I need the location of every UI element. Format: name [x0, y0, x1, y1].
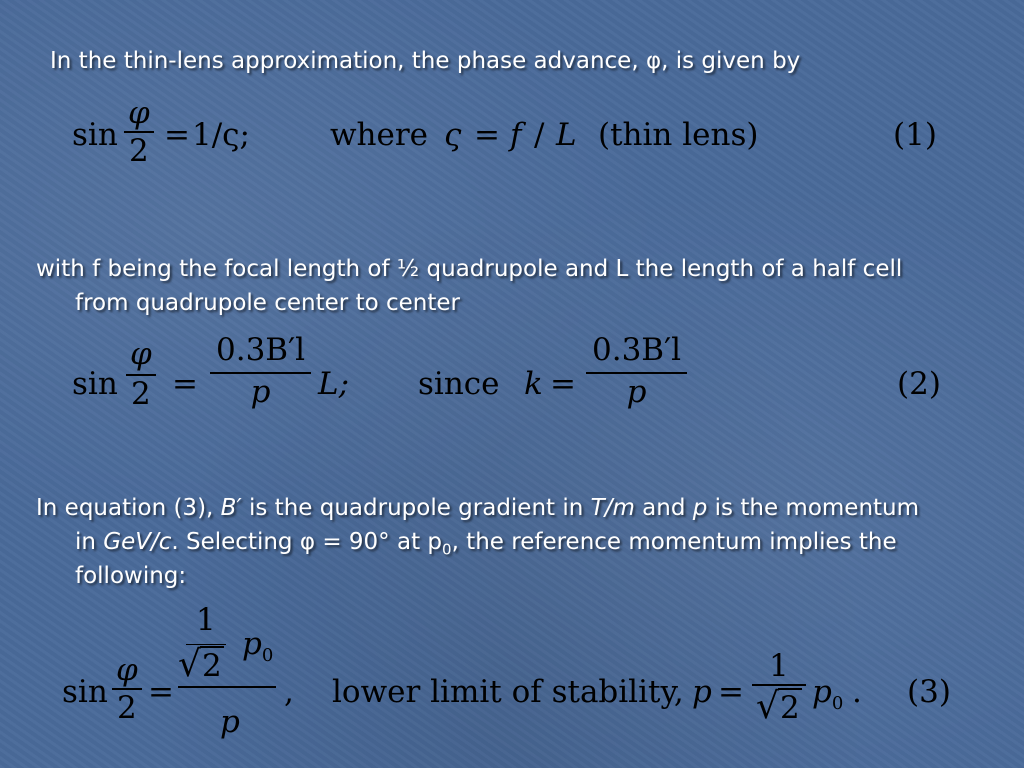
eq1-where: where: [330, 117, 429, 153]
eq2-phi: φ: [130, 336, 152, 372]
eq1-note: (thin lens): [598, 117, 759, 153]
eq3-text-line2-b: . Selecting φ = 90° at p: [171, 529, 443, 555]
equation-2-number: (2): [897, 366, 941, 402]
eq1-sin: sin: [72, 117, 118, 153]
eq2-L: L;: [318, 366, 350, 402]
eq3-text-line1: [36, 491, 919, 525]
eq3-sqrt-b: [756, 686, 802, 727]
eq2-fraction-1: [126, 336, 156, 412]
eq3-sqrt2: 2: [202, 648, 222, 684]
eq3-text-bprime: B′: [220, 495, 242, 521]
eq3-text-line2-c: , the reference momentum implies the: [451, 529, 897, 555]
eq1-L: L: [556, 117, 577, 153]
sqrt-icon: √: [756, 686, 779, 727]
eq3-text-unit: T/m: [590, 495, 635, 521]
eq1-fraction: [124, 95, 154, 169]
eq2-two: 2: [126, 374, 156, 412]
eq3-sqrt2b: 2: [780, 690, 800, 726]
equation-1-number: (1): [893, 117, 937, 153]
eq3-p: p: [692, 674, 712, 710]
eq3-p0-sub: 0: [261, 645, 274, 667]
sqrt-icon: √: [178, 644, 201, 685]
eq3-one2: 1: [769, 648, 789, 684]
eq3-text-line2-a: in: [75, 529, 104, 555]
eq3-p0-p: p: [242, 626, 262, 662]
eq1-equals-2: =: [474, 117, 500, 153]
eq2-since: since: [418, 366, 500, 402]
eq1-equals: =: [164, 117, 190, 153]
eq2-equals: =: [172, 366, 198, 402]
eq2-den: p: [210, 372, 311, 410]
eq3-p0b: [812, 674, 843, 714]
equation-1: [72, 95, 952, 185]
eq3-text-p: p: [692, 495, 708, 521]
intro-text: In the thin-lens approximation, the phase advance, φ, is given by: [50, 48, 801, 74]
eq2-k: k: [524, 366, 543, 402]
eq2-fraction-2: [210, 332, 311, 410]
eq1-rhs: 1/ς;: [192, 117, 250, 153]
eq3-fraction-1: [112, 652, 142, 726]
eq3-text-gev: GeV/c: [103, 529, 172, 555]
eq3-sqrt-den: [752, 684, 806, 726]
eq2-den2: p: [586, 372, 687, 410]
eq3-one: 1: [196, 602, 216, 638]
eq2-num2: 0.3B′l: [592, 332, 682, 368]
with-text-line1: with f being the focal length of ½ quadrupole and L the length of a half cell: [36, 256, 903, 282]
eq3-den: p: [220, 704, 240, 740]
equation-3: [62, 600, 962, 768]
eq3-text-part3: and: [634, 495, 693, 521]
eq3-sin: sin: [62, 674, 108, 710]
equation-3-number: (3): [907, 674, 951, 710]
eq2-fraction-3: [586, 332, 687, 410]
eq3-two: 2: [112, 688, 142, 726]
eq2-equals-2: =: [550, 366, 576, 402]
eq3-equals: =: [148, 674, 174, 710]
eq1-zeta: ς: [444, 117, 462, 153]
eq3-phi: φ: [116, 652, 138, 688]
eq3-text-part2: is the quadrupole gradient in: [241, 495, 591, 521]
eq3-sqrt: [178, 644, 224, 685]
eq3-lower: lower limit of stability,: [332, 674, 684, 710]
eq1-two: 2: [124, 131, 154, 169]
eq3-text-line2: [75, 525, 897, 567]
eq3-text-part1: In equation (3),: [36, 495, 221, 521]
eq3-fraction-2: [752, 648, 806, 726]
eq2-sin: sin: [72, 366, 118, 402]
eq3-p0b-sub: 0: [831, 693, 844, 715]
equation-2: [72, 332, 952, 442]
eq3-p0b-p: p: [812, 674, 832, 710]
eq3-comma: ,: [284, 674, 294, 710]
eq3-equals-2: =: [718, 674, 744, 710]
eq3-p0: [242, 626, 273, 666]
eq3-text-part4: is the momentum: [707, 495, 920, 521]
eq3-main-fraction-bar: [178, 686, 276, 688]
eq1-f: f: [510, 117, 522, 153]
eq3-dot: .: [852, 674, 862, 710]
eq2-num: 0.3B′l: [216, 332, 306, 368]
eq3-text-line3: following:: [75, 563, 187, 589]
eq1-slash: /: [534, 117, 545, 153]
with-text-line2: from quadrupole center to center: [75, 290, 460, 316]
eq1-phi: φ: [128, 95, 150, 131]
eq3-text-sub0: 0: [442, 540, 452, 559]
